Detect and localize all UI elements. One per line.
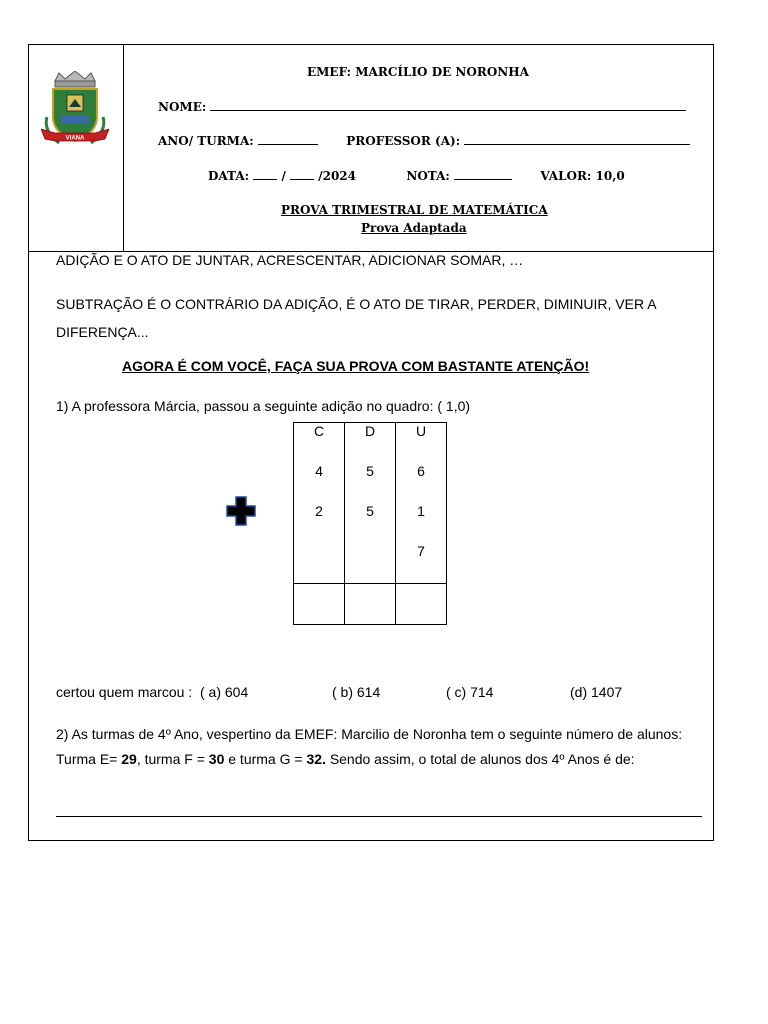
answer-units-cell[interactable] (396, 584, 447, 625)
answer-tens-cell[interactable] (345, 584, 396, 625)
date-row (208, 169, 625, 183)
exam-title: PROVA TRIMESTRAL DE MATEMÁTICA (281, 203, 548, 217)
question2-part4: Sendo assim, o total de alunos dos 4º Anos é de: (329, 751, 635, 767)
question2-part1: 2) As turmas de 4º Ano, vespertino da EMEF: Marcilio de Noronha tem o seguinte número de alunos: Turma E= (56, 726, 683, 767)
option-d[interactable]: (d) 1407 (570, 684, 623, 700)
units-column (396, 423, 447, 584)
score-label: NOTA: (406, 169, 450, 183)
option-c[interactable]: ( c) 714 (446, 684, 494, 700)
answer-hundreds-cell[interactable] (294, 584, 345, 625)
date-month-field[interactable] (290, 169, 314, 180)
question2-part3: e turma G = (228, 751, 303, 767)
date-label: DATA: (208, 169, 250, 183)
digit: 5 (366, 503, 374, 519)
column-header: C (313, 423, 325, 439)
class-f-count: 30 (208, 751, 225, 767)
score-field[interactable] (454, 169, 512, 180)
school-name: EMEF: MARCÍLIO DE NORONHA (307, 65, 529, 79)
grade-field[interactable] (258, 134, 318, 145)
date-day-field[interactable] (253, 169, 277, 180)
option-a[interactable]: ( a) 604 (200, 684, 249, 700)
digit: 7 (417, 543, 425, 559)
digit: 5 (366, 463, 374, 479)
value-label: VALOR: 10,0 (540, 169, 625, 183)
hundreds-column (294, 423, 345, 584)
grade-label: ANO/ TURMA: (158, 134, 254, 148)
class-row (158, 134, 690, 148)
exam-subtitle: Prova Adaptada (361, 221, 467, 235)
class-g-count: 32. (306, 751, 326, 767)
name-field[interactable] (210, 100, 686, 111)
digit: 4 (315, 463, 323, 479)
plus-icon (226, 496, 256, 526)
call-to-action: AGORA É COM VOCÊ, FAÇA SUA PROVA COM BASTANTE ATENÇÃO! (122, 358, 590, 374)
option-b[interactable]: ( b) 614 (332, 684, 381, 700)
column-header: U (415, 423, 427, 439)
name-row (158, 100, 686, 114)
question2-answer-line[interactable] (56, 816, 702, 817)
table-row (294, 584, 447, 625)
digit: 6 (417, 463, 425, 479)
name-label: NOME: (158, 100, 207, 114)
digit: 2 (315, 503, 323, 519)
teacher-label: PROFESSOR (A): (346, 134, 461, 148)
date-separator: / (281, 169, 286, 183)
options-intro: certou quem marcou : (56, 684, 193, 700)
subtraction-definition: SUBTRAÇÃO É O CONTRÁRIO DA ADIÇÃO, É O ATO DE TIRAR, PERDER, DIMINUIR, VER A DIFERENÇA... (56, 296, 656, 340)
tens-column (345, 423, 396, 584)
exam-header (29, 45, 713, 252)
logo-banner-text: VIANA (65, 135, 85, 142)
table-row (294, 423, 447, 584)
question2-text (56, 722, 716, 772)
place-value-table (293, 422, 447, 625)
logo-cell (29, 45, 124, 251)
class-e-count: 29 (121, 751, 137, 767)
column-header: D (364, 423, 376, 439)
coat-of-arms-logo (41, 71, 109, 151)
teacher-field[interactable] (464, 134, 690, 145)
addition-definition: ADIÇÃO E O ATO DE JUNTAR, ACRESCENTAR, ADICIONAR SOMAR, … (56, 252, 524, 268)
date-year: /2024 (318, 169, 356, 183)
digit: 1 (417, 503, 425, 519)
question2-part2: , turma F = (136, 751, 205, 767)
question1-prompt: 1) A professora Márcia, passou a seguinte adição no quadro: ( 1,0) (56, 398, 471, 414)
